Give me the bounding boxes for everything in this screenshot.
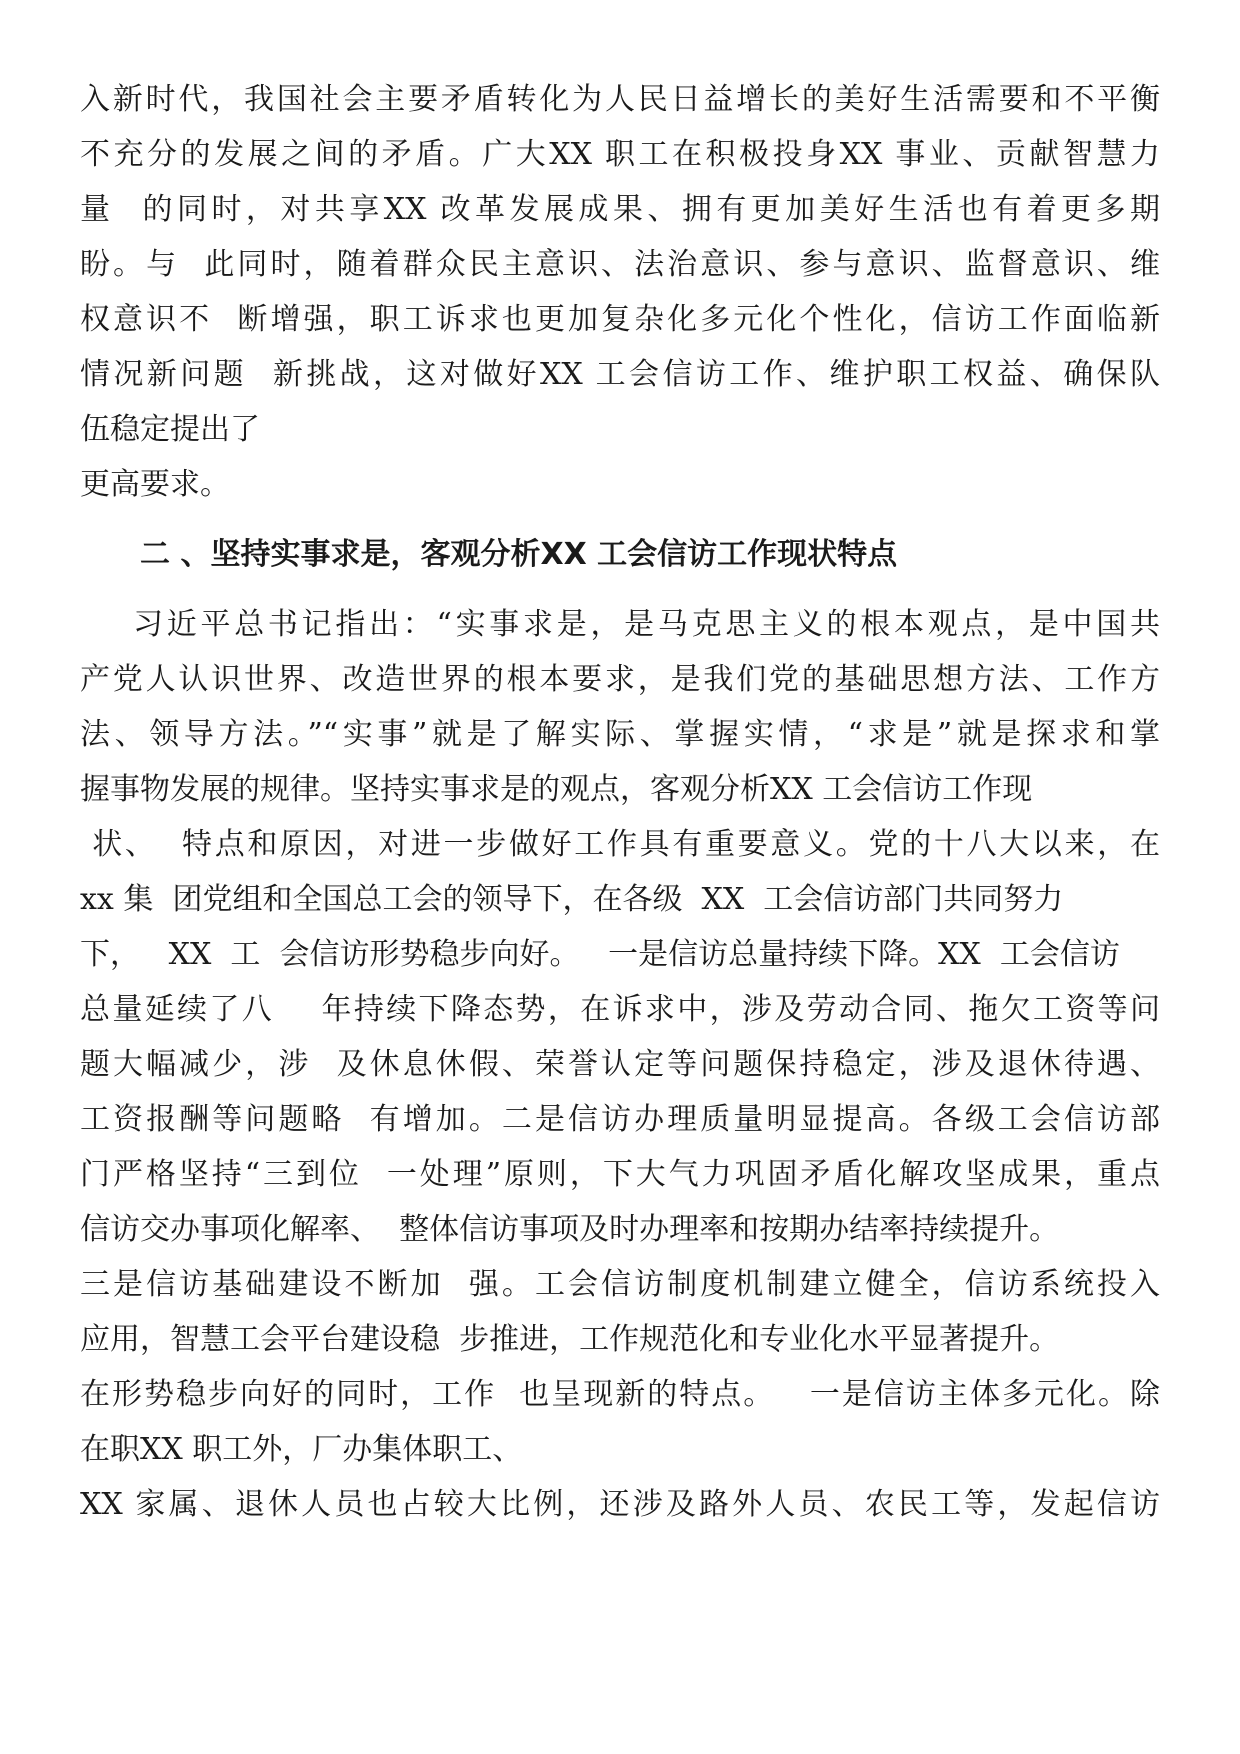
paragraph-2-line-7: 下， XX 工 会信访形势稳步向好。 一是信访总量持续下降。XX 工会信访 [80, 937, 1120, 972]
paragraph-2-line-13: 三是信访基础建设不断加 强。工会信访制度机制建立健全，信访系统投入 [80, 1267, 1160, 1302]
paragraph-2-line-14: 应用，智慧工会平台建设稳 步推进，工作规范化和专业化水平显著提升。 [80, 1322, 1060, 1357]
paragraph-1-line-8: 更高要求。 [80, 467, 230, 502]
paragraph-2-line-16: 在职XX 职工外，厂办集体职工、 [80, 1432, 523, 1467]
section-heading-2: 二 、坚持实事求是，客观分析XX 工会信访工作现状特点 [140, 537, 898, 572]
paragraph-2-line-12: 信访交办事项化解率、 整体信访事项及时办理率和按期办结率持续提升。 [80, 1212, 1060, 1247]
paragraph-1-line-4: 盼。与 此同时，随着群众民主意识、法治意识、参与意识、监督意识、维 [80, 247, 1160, 282]
paragraph-2-line-9: 题大幅减少，涉 及休息休假、荣誉认定等问题保持稳定，涉及退休待遇、 [80, 1047, 1160, 1082]
paragraph-1-line-7: 伍稳定提出了 [80, 412, 260, 447]
paragraph-1-line-3: 量 的同时，对共享XX 改革发展成果、拥有更加美好生活也有着更多期 [80, 192, 1160, 227]
paragraph-2-line-11: 门严格坚持“三到位 一处理”原则，下大气力巩固矛盾化解攻坚成果，重点 [80, 1157, 1160, 1192]
paragraph-2-line-3: 法、领导方法。”“实事”就是了解实际、掌握实情，“求是”就是探求和掌 [80, 717, 1160, 752]
paragraph-2-line-10: 工资报酬等问题略 有增加。二是信访办理质量明显提高。各级工会信访部 [80, 1102, 1160, 1137]
paragraph-2-line-6: xx 集 团党组和全国总工会的领导下，在各级 XX 工会信访部门共同努力 [80, 882, 1064, 917]
paragraph-1-line-1: 入新时代，我国社会主要矛盾转化为人民日益增长的美好生活需要和不平衡 [80, 82, 1160, 117]
paragraph-2-line-15: 在形势稳步向好的同时，工作 也呈现新的特点。 一是信访主体多元化。除 [80, 1377, 1160, 1412]
paragraph-2-line-5: 状、 特点和原因，对进一步做好工作具有重要意义。党的十八大以来，在 [80, 827, 1160, 862]
paragraph-2-line-17: XX 家属、退休人员也占较大比例，还涉及路外人员、农民工等，发起信访 [80, 1487, 1160, 1522]
paragraph-1-line-6: 情况新问题 新挑战，这对做好XX 工会信访工作、维护职工权益、确保队 [80, 357, 1160, 392]
paragraph-2-line-8: 总量延续了八 年持续下降态势，在诉求中，涉及劳动合同、拖欠工资等问 [80, 992, 1160, 1027]
paragraph-2-line-1: 习近平总书记指出：“实事求是，是马克思主义的根本观点，是中国共 [80, 607, 1160, 642]
paragraph-2-line-4: 握事物发展的规律。坚持实事求是的观点，客观分析XX 工会信访工作现 [80, 772, 1033, 807]
paragraph-1-line-5: 权意识不 断增强，职工诉求也更加复杂化多元化个性化，信访工作面临新 [80, 302, 1160, 337]
paragraph-2-line-2: 产党人认识世界、改造世界的根本要求，是我们党的基础思想方法、工作方 [80, 662, 1160, 697]
paragraph-1-line-2: 不充分的发展之间的矛盾。广大XX 职工在积极投身XX 事业、贡献智慧力 [80, 137, 1160, 172]
